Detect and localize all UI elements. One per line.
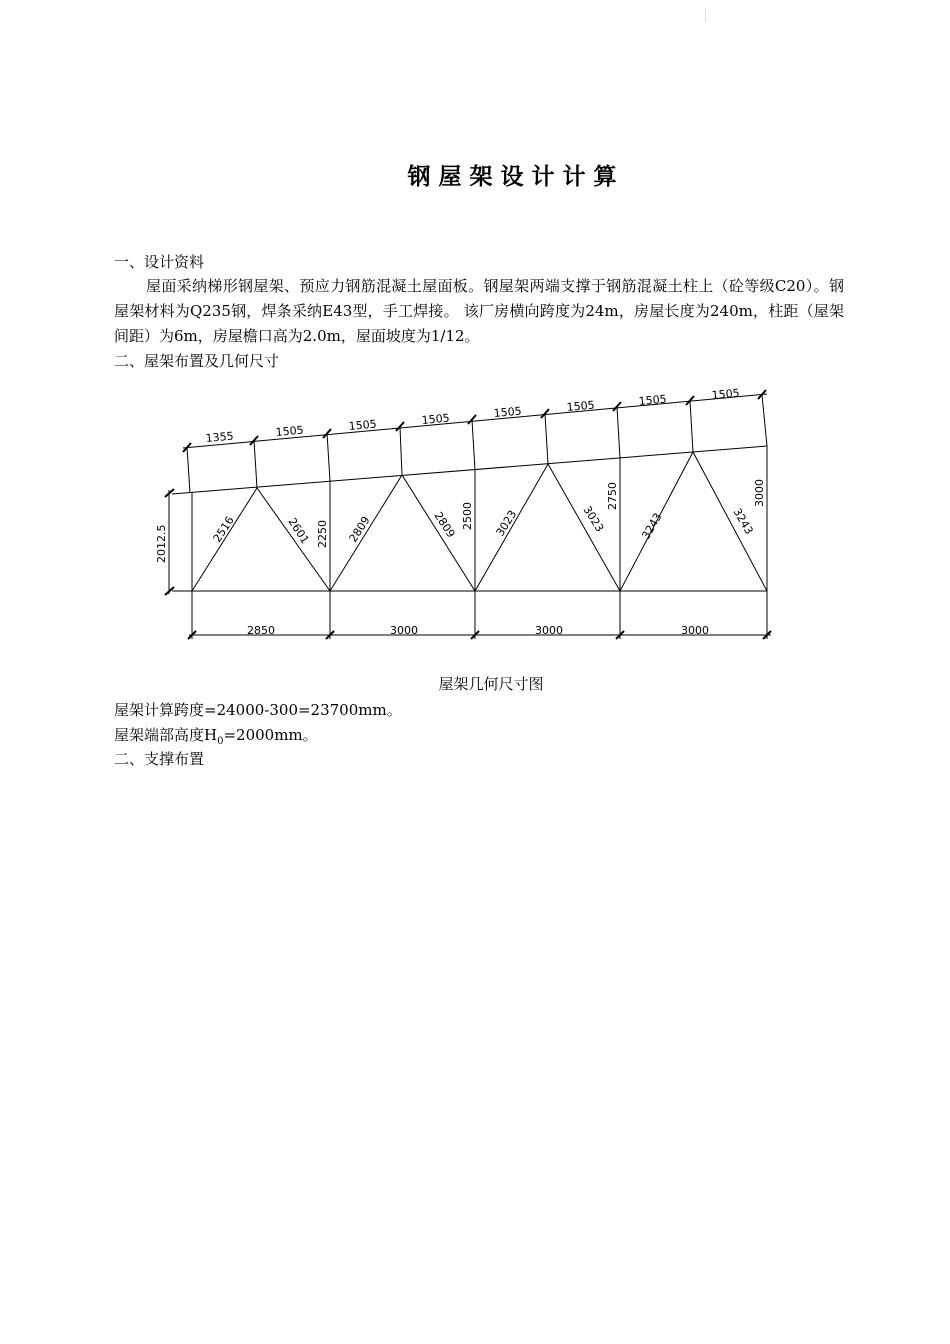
bottom-dim-label: 2850 [247,624,275,637]
top-dim-label: 1505 [638,392,668,408]
top-dimension-line [183,394,767,448]
section-heading-bracing: 二、支撑布置 [114,750,205,768]
diagonal-members [192,452,767,591]
panel-tick [187,447,190,493]
section-heading-layout: 二、屋架布置及几何尺寸 [114,352,280,370]
panel-tick [400,427,402,475]
end-height-subscript: 0 [217,736,224,747]
top-dim-label: 1505 [421,411,451,427]
diagonal-label: 2809 [431,509,458,541]
diagonal-label: 2516 [210,514,237,545]
top-chord [172,446,767,494]
top-dim-label: 1505 [493,404,523,420]
diagonal-label: 3243 [639,510,665,542]
bottom-dim-label: 3000 [681,624,709,637]
diagonal-label: 2809 [346,514,373,545]
end-height-suffix: =2000mm。 [223,726,318,744]
panel-tick [762,395,767,446]
figure-caption: 屋架几何尺寸图 [438,675,544,693]
vertical-label: 2250 [316,520,329,548]
top-dim-label: 1505 [711,386,741,402]
span-calculation-line: 屋架计算跨度=24000-300=23700mm。 [114,701,402,719]
panel-tick [472,420,475,470]
vertical-label: 2500 [461,502,474,530]
panel-tick [545,414,548,464]
panel-tick [327,433,330,481]
panel-tick [254,440,257,488]
top-dim-label: 1355 [205,429,235,445]
vertical-label: 3000 [753,479,766,507]
diagonal-label: 3023 [493,507,520,539]
top-dim-label: 1505 [275,423,305,439]
diagonal-label: 3023 [580,503,607,535]
panel-tick [617,407,620,458]
end-height-prefix: 屋架端部高度H [114,726,218,744]
section-heading-design-data: 一、设计资料 [114,253,205,271]
bottom-dim-label: 3000 [535,624,563,637]
page-title: 钢 屋 架 设 计 计 算 [407,164,617,190]
left-height-label: 2012.5 [155,524,168,563]
design-data-paragraph: 屋面采纳梯形钢屋架、预应力钢筋混凝土屋面板。钢屋架两端支撑于钢筋混凝土柱上（砼等级C20）。钢屋架材料为Q235钢，焊条采纳E43型，手工焊接。 该厂房横向跨度为24m，房屋长度为240m，柱距（屋架间距）为6m，房屋檐口高为2.0m，屋面坡度为1/12。 [114,277,844,345]
diagonal-label: 2601 [285,515,312,547]
bottom-dim-label: 3000 [390,624,418,637]
diagonal-label: 3243 [730,506,756,537]
top-dim-label: 1505 [566,398,596,414]
top-dim-label: 1505 [348,417,378,433]
panel-tick [690,401,693,452]
vertical-label: 2750 [606,482,619,510]
